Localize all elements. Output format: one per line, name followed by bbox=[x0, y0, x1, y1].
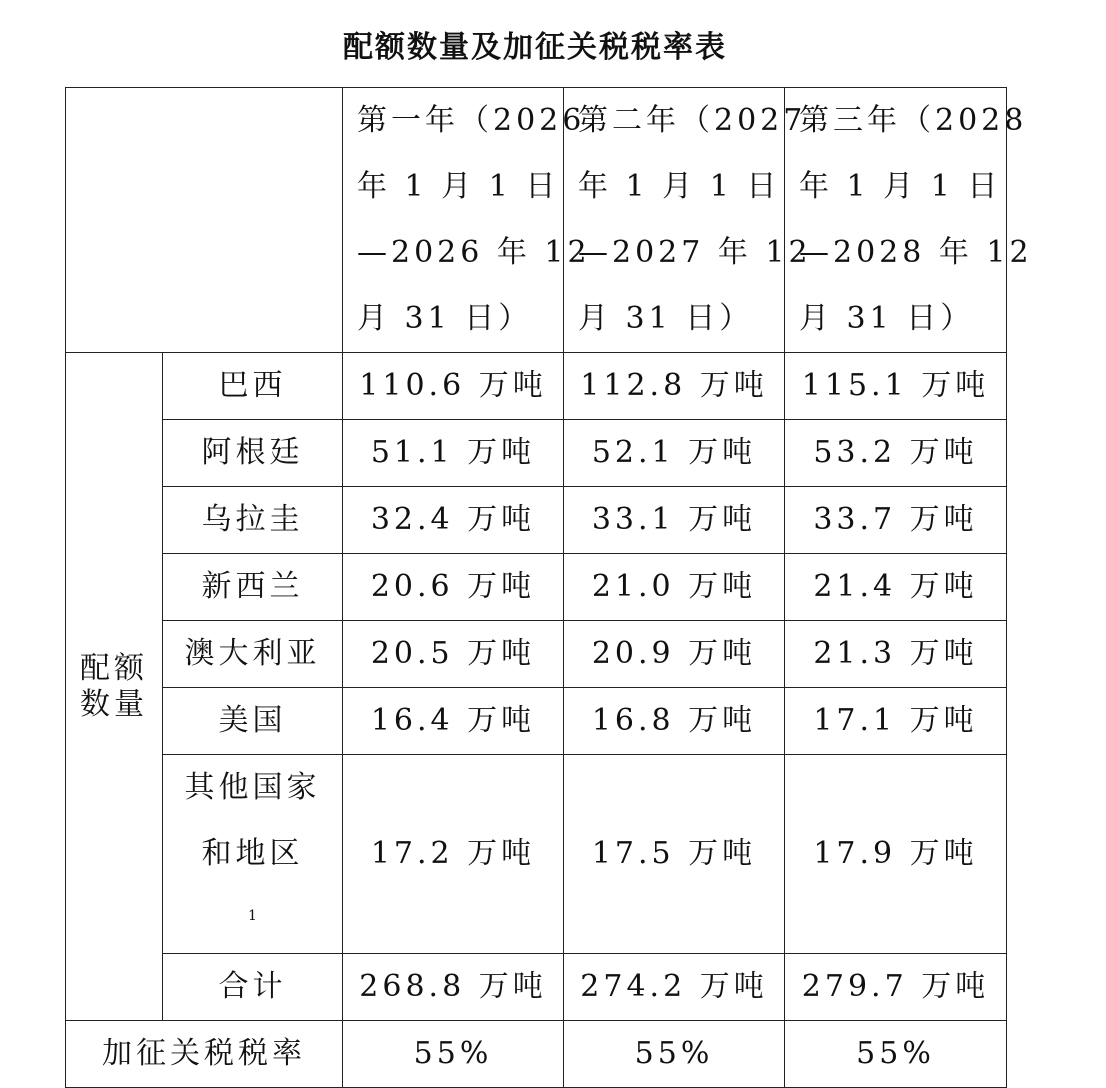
header-year-3-line: 年 1 月 1 日 bbox=[799, 169, 1002, 204]
quota-table bbox=[65, 87, 1033, 1088]
header-year-3 bbox=[785, 88, 1033, 353]
country-name: 美国 bbox=[163, 688, 343, 755]
total-value: 274.2 万吨 bbox=[564, 954, 785, 1021]
tariff-label: 加征关税税率 bbox=[66, 1021, 343, 1088]
quota-group-label-line: 数量 bbox=[80, 686, 148, 722]
quota-value: 16.4 万吨 bbox=[343, 688, 564, 755]
quota-value: 17.5 万吨 bbox=[564, 755, 785, 954]
quota-value: 17.2 万吨 bbox=[343, 755, 564, 954]
quota-value: 16.8 万吨 bbox=[564, 688, 785, 755]
header-year-1-line: 月 31 日） bbox=[357, 301, 533, 336]
quota-value: 17.9 万吨 bbox=[785, 755, 1007, 954]
country-name bbox=[163, 755, 343, 954]
country-name: 阿根廷 bbox=[163, 420, 343, 487]
table-title: 配额数量及加征关税税率表 bbox=[343, 30, 727, 65]
quota-value: 112.8 万吨 bbox=[564, 353, 785, 420]
quota-value: 115.1 万吨 bbox=[785, 353, 1007, 420]
table-row bbox=[66, 420, 1007, 487]
quota-group-label bbox=[66, 353, 163, 1021]
country-name: 乌拉圭 bbox=[163, 487, 343, 554]
table-row bbox=[66, 554, 1007, 621]
quota-value: 17.1 万吨 bbox=[785, 688, 1007, 755]
table-row bbox=[66, 487, 1007, 554]
quota-value: 21.4 万吨 bbox=[785, 554, 1007, 621]
header-year-1 bbox=[343, 88, 591, 353]
footnote-marker: 1 bbox=[248, 908, 257, 924]
tariff-row bbox=[66, 1021, 1007, 1088]
header-year-2-line: 年 1 月 1 日 bbox=[578, 169, 781, 204]
header-year-3-line: 月 31 日） bbox=[799, 301, 975, 336]
country-name-line bbox=[163, 821, 342, 953]
quota-value: 20.6 万吨 bbox=[343, 554, 564, 621]
header-year-2-line: 月 31 日） bbox=[578, 301, 754, 336]
country-name: 新西兰 bbox=[163, 554, 343, 621]
quota-value: 20.9 万吨 bbox=[564, 621, 785, 688]
header-year-1-line: 第一年（2026 bbox=[357, 103, 586, 138]
header-year-1-line: 年 1 月 1 日 bbox=[357, 169, 560, 204]
quota-value: 51.1 万吨 bbox=[343, 420, 564, 487]
quota-value: 20.5 万吨 bbox=[343, 621, 564, 688]
country-name: 巴西 bbox=[163, 353, 343, 420]
header-row bbox=[66, 88, 1007, 353]
header-year-2-line: —2027 年 12 bbox=[578, 235, 812, 270]
tariff-value: 55% bbox=[343, 1021, 564, 1088]
country-name: 澳大利亚 bbox=[163, 621, 343, 688]
table-row bbox=[66, 755, 1007, 954]
quota-value: 21.3 万吨 bbox=[785, 621, 1007, 688]
corner-cell bbox=[66, 88, 343, 353]
quota-value: 110.6 万吨 bbox=[343, 353, 564, 420]
header-year-3-line: —2028 年 12 bbox=[799, 235, 1033, 270]
quota-group-label-line: 配额 bbox=[80, 650, 148, 686]
total-value: 279.7 万吨 bbox=[785, 954, 1007, 1021]
country-name-line: 其他国家 bbox=[184, 770, 321, 805]
quota-value: 53.2 万吨 bbox=[785, 420, 1007, 487]
header-year-2-line: 第二年（2027 bbox=[578, 103, 807, 138]
total-label: 合计 bbox=[163, 954, 343, 1021]
country-name-text: 和地区 bbox=[201, 836, 304, 871]
total-value: 268.8 万吨 bbox=[343, 954, 564, 1021]
tariff-value: 55% bbox=[564, 1021, 785, 1088]
table-row bbox=[66, 353, 1007, 420]
table-row bbox=[66, 621, 1007, 688]
quota-value: 52.1 万吨 bbox=[564, 420, 785, 487]
tariff-value: 55% bbox=[785, 1021, 1007, 1088]
header-year-1-line: —2026 年 12 bbox=[357, 235, 591, 270]
header-year-2 bbox=[564, 88, 812, 353]
total-row bbox=[66, 954, 1007, 1021]
quota-value: 21.0 万吨 bbox=[564, 554, 785, 621]
quota-value: 33.7 万吨 bbox=[785, 487, 1007, 554]
header-year-3-line: 第三年（2028 bbox=[799, 103, 1028, 138]
table-row bbox=[66, 688, 1007, 755]
quota-value: 32.4 万吨 bbox=[343, 487, 564, 554]
quota-value: 33.1 万吨 bbox=[564, 487, 785, 554]
